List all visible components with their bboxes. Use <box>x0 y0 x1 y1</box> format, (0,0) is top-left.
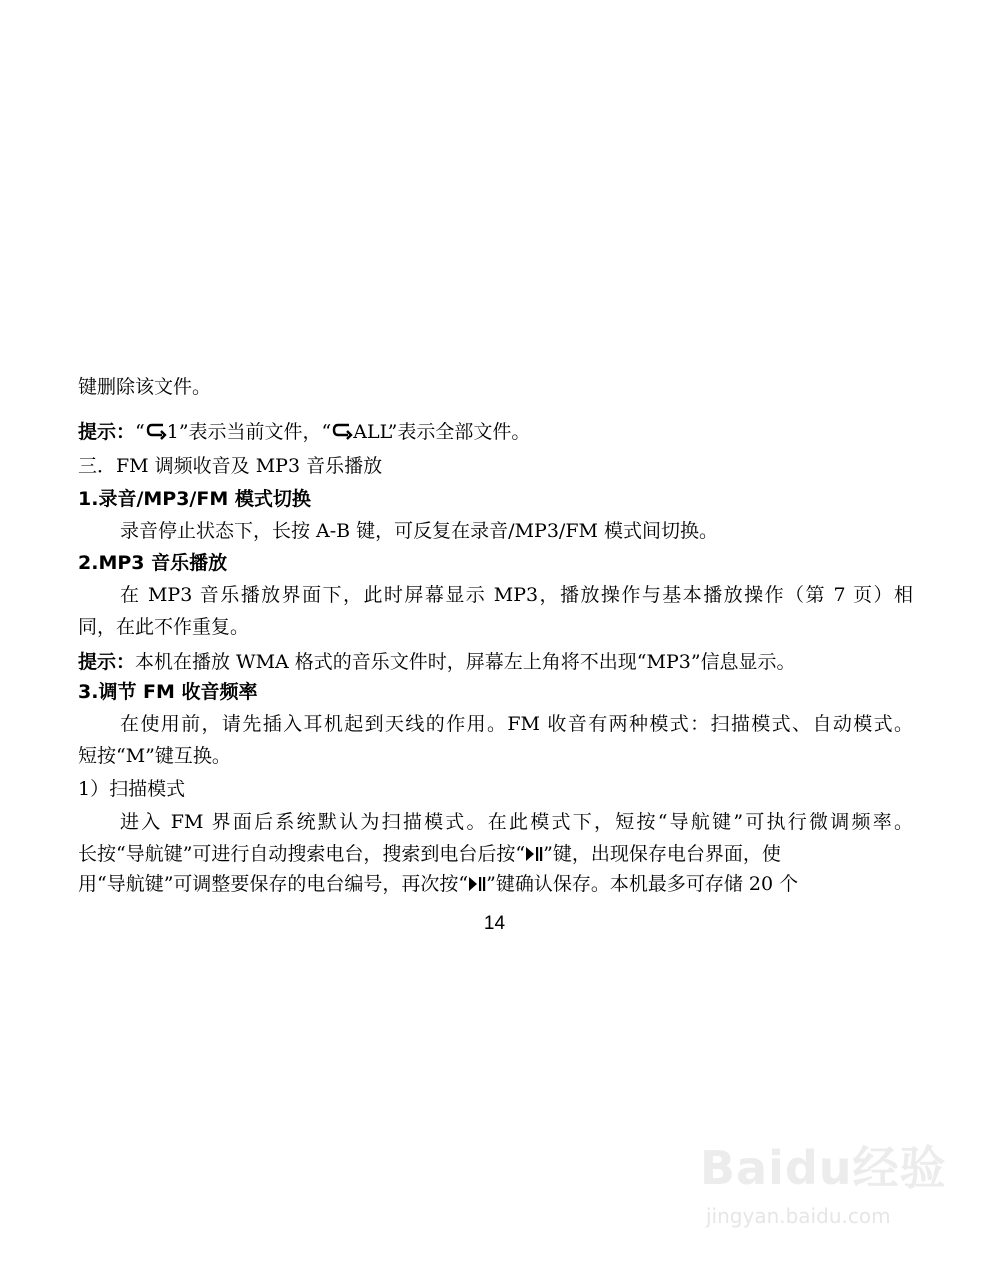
section-heading: 三．FM 调频收音及 MP3 音乐播放 <box>78 455 383 477</box>
text-line: 键删除该文件。 <box>78 376 212 398</box>
play-pause-icon <box>468 875 486 893</box>
watermark <box>700 1132 950 1250</box>
text-line: 在使用前，请先插入耳机起到天线的作用。FM 收音有两种模式：扫描模式、自动模式。 <box>120 713 913 735</box>
page-number: 14 <box>483 913 506 934</box>
play-pause-icon <box>525 845 543 863</box>
tip-label: 提示： <box>78 651 136 673</box>
text-line: 短按“M”键互换。 <box>78 745 231 767</box>
tip-label: 提示： <box>78 421 136 443</box>
subsection-heading: 3.调节 FM 收音频率 <box>78 681 258 703</box>
text-line: 录音停止状态下，长按 A-B 键，可反复在录音/MP3/FM 模式间切换。 <box>120 520 718 542</box>
text-line: 同，在此不作重复。 <box>78 616 250 638</box>
text-line: 进入 FM 界面后系统默认为扫描模式。在此模式下，短按“导航键”可执行微调频率。 <box>120 811 913 833</box>
text-line: 用“导航键”可调整要保存的电台编号，再次按“ ”键确认保存。本机最多可存储 20 个 <box>78 873 799 895</box>
watermark-brand: Baidu经验 <box>700 1141 947 1195</box>
subsection-heading: 1.录音/MP3/FM 模式切换 <box>78 488 311 510</box>
repeat-icon <box>145 421 167 441</box>
text-line: 长按“导航键”可进行自动搜索电台，搜索到电台后按“ ”键，出现保存电台界面，使 <box>78 843 781 865</box>
watermark-url: jingyan.baidu.com <box>706 1204 891 1228</box>
tip-line: 提示：“ 1”表示当前文件，“ ALL”表示全部文件。 <box>78 421 531 443</box>
list-item-heading: 1）扫描模式 <box>78 778 186 800</box>
text-line: 在 MP3 音乐播放界面下，此时屏幕显示 MP3，播放操作与基本播放操作（第 7 页）相 <box>120 584 913 606</box>
tip-line: 提示：本机在播放 WMA 格式的音乐文件时，屏幕左上角将不出现“MP3”信息显示。 <box>78 651 796 673</box>
repeat-icon <box>331 421 353 441</box>
subsection-heading: 2.MP3 音乐播放 <box>78 552 228 574</box>
